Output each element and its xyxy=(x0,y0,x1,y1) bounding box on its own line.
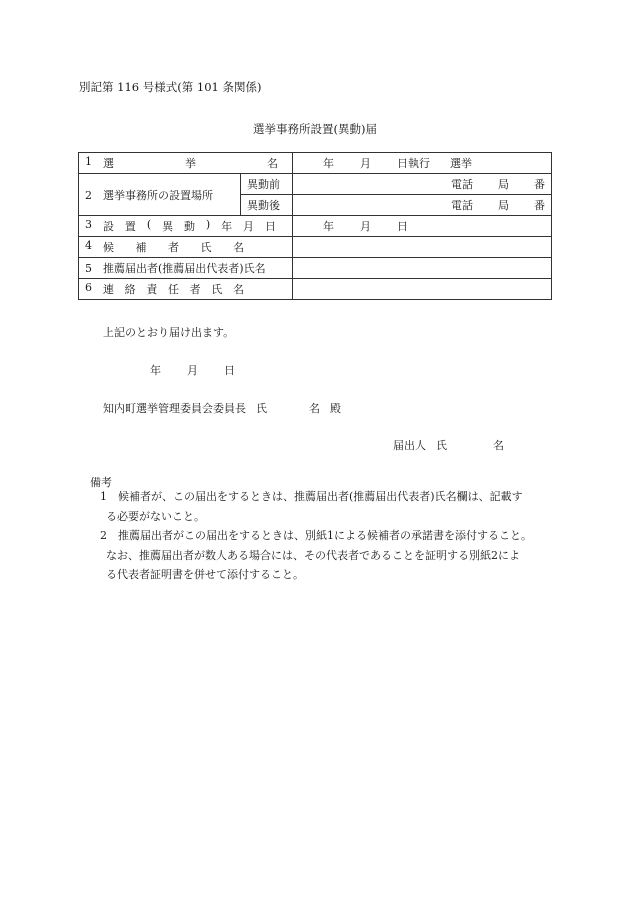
phone-label: 電話 局 番 xyxy=(451,178,545,191)
remarks-heading: 備考 xyxy=(90,476,112,489)
office-location-label: 2 選挙事務所の設置場所 xyxy=(79,174,241,216)
contact-person-name-label: 6 連 絡 責 任 者 氏 名 xyxy=(79,279,293,300)
recommender-name-label: 5 推薦届出者(推薦届出代表者)氏名 xyxy=(79,258,293,279)
table-row xyxy=(79,174,552,195)
table-row xyxy=(79,279,552,300)
table-row xyxy=(79,237,552,258)
table-row xyxy=(79,258,552,279)
addressee-line: 知内町選挙管理委員会委員長 氏 名 殿 xyxy=(103,402,341,415)
candidate-name-value[interactable] xyxy=(293,237,552,258)
notification-form-table xyxy=(78,152,552,300)
remark-note-1: 1 候補者が、この届出をするときは、推薦届出者(推薦届出代表者)氏名欄は、記載す る必要がないこと。 xyxy=(100,490,523,523)
phone-label: 電話 局 番 xyxy=(451,199,545,212)
before-change-label: 異動前 xyxy=(241,174,293,195)
form-number-label: 別記第 116 号様式(第 101 条関係) xyxy=(79,80,262,94)
submission-statement: 上記のとおり届け出ます。 xyxy=(103,326,235,339)
remark-note-2: 2 推薦届出者がこの届出をするときは、別紙1による候補者の承諾書を添付すること。 なお、推薦届出者が数人ある場合には、その代表者であることを証明する別紙2によ る代表者証明書を併せて添付すること。 xyxy=(100,529,532,581)
contact-person-name-value[interactable] xyxy=(293,279,552,300)
table-row xyxy=(79,216,552,237)
document-title: 選挙事務所設置(異動)届 xyxy=(253,122,377,136)
table-row xyxy=(79,153,552,174)
establishment-date-label: 3 設 置 ( 異 動 ) 年 月 日 xyxy=(79,216,293,237)
notifier-line: 届出人 氏 名 xyxy=(393,439,504,452)
after-change-label: 異動後 xyxy=(241,195,293,216)
candidate-name-label: 4 候 補 者 氏 名 xyxy=(79,237,293,258)
election-name-value[interactable]: 年 月 日執行 選挙 xyxy=(293,153,552,174)
establishment-date-value[interactable]: 年 月 日 xyxy=(293,216,552,237)
election-name-label: 1 選 挙 名 xyxy=(79,153,293,174)
before-change-value[interactable] xyxy=(293,174,552,195)
recommender-name-value[interactable] xyxy=(293,258,552,279)
submission-date: 年 月 日 xyxy=(150,364,235,377)
after-change-value[interactable] xyxy=(293,195,552,216)
